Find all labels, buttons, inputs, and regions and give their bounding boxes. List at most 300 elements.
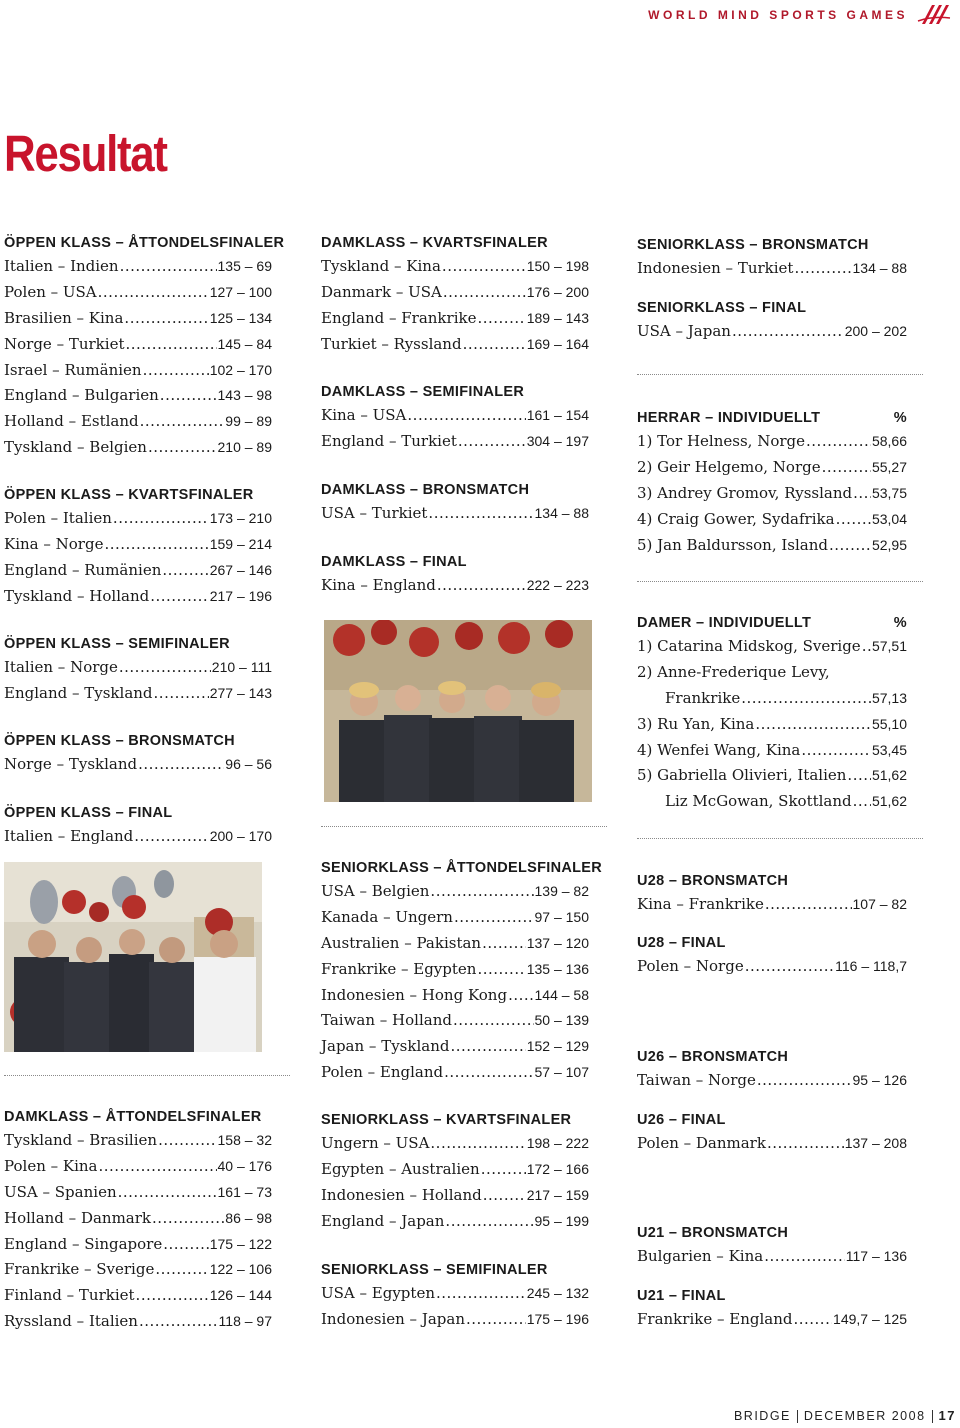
dot-leader (437, 573, 526, 599)
match-label: Polen – Norge (637, 957, 744, 975)
result-row (4, 752, 272, 778)
match-label: USA – Egypten (321, 1284, 435, 1302)
score-value: 53,04 (871, 510, 907, 527)
dot-leader (477, 957, 525, 983)
section-open-round-of-16 (4, 233, 285, 461)
footer-issue: DECEMBER 2008 (803, 1409, 926, 1423)
score-value: 55,27 (871, 458, 907, 475)
score-value: 152 – 129 (526, 1038, 589, 1055)
dot-leader (162, 558, 208, 584)
score-value: 125 – 134 (209, 309, 272, 326)
result-list (637, 256, 907, 282)
dot-leader (757, 1068, 852, 1094)
divider (4, 1075, 290, 1076)
result-list (321, 403, 589, 455)
section-title: DAMKLASS – SEMIFINALER (321, 384, 525, 400)
result-row (321, 280, 589, 306)
match-label: Norge – Turkiet (4, 334, 125, 353)
result-row (321, 429, 589, 455)
dot-leader (155, 1257, 208, 1283)
score-value: 161 – 154 (526, 407, 589, 423)
column-3-section-4 (637, 613, 907, 815)
dot-leader (158, 1128, 216, 1154)
dot-leader (794, 256, 851, 282)
section-title: SENIORKLASS – SEMIFINALER (321, 1262, 548, 1278)
score-value: 102 – 170 (209, 361, 272, 378)
match-label: 2) Geir Helgemo, Norge (637, 457, 821, 476)
match-label: 1) Tor Helness, Norge (637, 432, 806, 450)
result-list (637, 892, 907, 918)
result-list (4, 506, 272, 610)
result-row (637, 712, 907, 738)
open-team-photo (4, 862, 262, 1052)
result-row (4, 655, 272, 681)
score-value: 145 – 84 (217, 335, 272, 352)
score-value: 159 – 214 (209, 535, 272, 552)
match-label: Indonesien – Holland (321, 1185, 482, 1204)
score-value: 137 – 208 (844, 1135, 907, 1151)
result-list (637, 954, 907, 980)
dot-leader (477, 306, 525, 332)
match-label: Brasilien – Kina (4, 308, 124, 327)
result-row (4, 584, 272, 610)
score-value: 173 – 210 (209, 510, 272, 526)
result-row (321, 983, 589, 1009)
dot-leader (99, 1154, 217, 1180)
dot-leader (458, 429, 526, 455)
match-label: USA – Japan (637, 322, 731, 340)
result-row (321, 501, 589, 527)
dot-leader (767, 1131, 844, 1157)
match-label: Liz McGowan, Skottland (665, 792, 852, 811)
result-row (637, 1068, 907, 1094)
score-value: 134 – 88 (852, 260, 907, 276)
score-value: 57,13 (871, 689, 907, 706)
result-row (321, 573, 589, 599)
divider (321, 826, 607, 827)
section-title: DAMKLASS – ÅTTONDELSFINALER (4, 1109, 262, 1125)
dot-leader (829, 533, 871, 559)
section-title: U28 – FINAL (637, 935, 726, 951)
match-label: 1) Catarina Midskog, Sverige (637, 637, 861, 655)
result-row (4, 280, 272, 306)
dot-leader (407, 403, 525, 429)
column-2-section-1 (321, 233, 589, 358)
match-label: Kina – Frankrike (637, 895, 764, 913)
result-row (4, 435, 272, 461)
column-3-section-6 (637, 933, 907, 980)
dot-leader (436, 1281, 526, 1307)
match-label: England – Singapore (4, 1234, 163, 1253)
match-label: Kina – Norge (4, 534, 104, 553)
result-row (637, 1244, 907, 1270)
result-row (4, 1232, 272, 1258)
score-value: 118 – 97 (218, 1313, 272, 1330)
footer-divider (932, 1410, 933, 1423)
column-1-section-5 (4, 803, 272, 850)
result-row (637, 533, 907, 559)
dot-leader (466, 1307, 526, 1333)
score-value: 55,10 (871, 715, 907, 732)
result-row (321, 1060, 589, 1086)
result-list (321, 1281, 589, 1333)
result-row (637, 319, 907, 345)
match-label: Holland – Estland (4, 412, 139, 431)
score-value: 150 – 198 (526, 258, 589, 274)
result-row (637, 634, 907, 660)
dot-leader (443, 280, 526, 306)
match-label: Danmark – USA (321, 282, 442, 301)
result-row (637, 507, 907, 533)
match-label: Egypten – Australien (321, 1159, 480, 1178)
divider (637, 374, 923, 375)
dot-leader (482, 931, 526, 957)
dot-leader (862, 634, 871, 660)
result-row (4, 306, 272, 332)
match-label: Taiwan – Norge (637, 1071, 756, 1089)
match-label: Frankrike – Sverige (4, 1260, 155, 1279)
score-value: 222 – 223 (526, 577, 589, 593)
result-list (321, 501, 589, 527)
dot-leader (154, 681, 209, 707)
match-label: Tyskland – Belgien (4, 438, 147, 457)
match-label: England – Turkiet (321, 431, 457, 450)
dot-leader (801, 738, 871, 764)
page-title: Resultat (4, 125, 167, 182)
result-list (321, 879, 589, 1086)
section-title: ÖPPEN KLASS – SEMIFINALER (4, 636, 230, 652)
dot-leader (454, 905, 534, 931)
match-label: Tyskland – Holland (4, 586, 150, 605)
match-label: Ungern – USA (321, 1134, 430, 1152)
result-row (321, 905, 589, 931)
result-row (637, 954, 907, 980)
result-row (321, 1008, 589, 1034)
dot-leader (836, 507, 871, 533)
result-row (4, 1154, 272, 1180)
result-list (321, 1131, 589, 1235)
dot-leader (755, 712, 871, 738)
score-value: 198 – 222 (526, 1135, 589, 1151)
column-3-section-9 (637, 1223, 907, 1270)
score-value: 245 – 132 (526, 1285, 589, 1301)
score-value: 51,62 (871, 793, 907, 810)
match-label: Frankrike – Egypten (321, 959, 477, 978)
result-row (637, 481, 907, 507)
score-value: 126 – 144 (209, 1287, 272, 1304)
footer-magazine: BRIDGE (733, 1409, 791, 1423)
result-row (321, 1307, 589, 1333)
result-row (4, 824, 272, 850)
dot-leader (847, 763, 871, 789)
dot-leader (822, 455, 871, 481)
score-value: 175 – 122 (209, 1235, 272, 1252)
match-label: 5) Jan Baldursson, Island (637, 535, 828, 554)
score-value: 107 – 82 (852, 896, 907, 912)
match-label: Frankrike (665, 688, 741, 707)
score-value: 40 – 176 (217, 1157, 272, 1174)
score-value: 117 – 136 (845, 1248, 907, 1264)
dot-leader (139, 1309, 218, 1335)
column-3-section-5 (637, 871, 907, 918)
section-title: U21 – FINAL (637, 1288, 726, 1304)
dot-leader (442, 254, 526, 280)
result-row (321, 1183, 589, 1209)
result-list (4, 655, 272, 707)
match-label: Ryssland – Italien (4, 1312, 138, 1331)
score-value: 57 – 107 (534, 1064, 589, 1081)
result-row (4, 558, 272, 584)
section-title: SENIORKLASS – ÅTTONDELSFINALER (321, 860, 603, 876)
match-label: USA – Belgien (321, 882, 430, 900)
result-list (321, 573, 589, 599)
section-title: ÖPPEN KLASS – ÅTTONDELSFINALER (4, 235, 285, 251)
match-label: England – Bulgarien (4, 386, 159, 405)
section-title: HERRAR – INDIVIDUELLT % (637, 408, 907, 429)
match-label: Finland – Turkiet (4, 1286, 135, 1305)
score-value: 143 – 98 (217, 387, 272, 404)
result-row (4, 681, 272, 707)
score-value: 57,51 (871, 638, 907, 654)
match-label: Bulgarien – Kina (637, 1247, 764, 1265)
result-list (637, 1244, 907, 1270)
section-title: ÖPPEN KLASS – BRONSMATCH (4, 733, 235, 749)
result-row (637, 429, 907, 455)
dot-leader (806, 429, 871, 455)
score-value: 176 – 200 (526, 283, 589, 300)
score-value: 172 – 166 (526, 1160, 589, 1177)
column-2-section-6 (321, 1110, 589, 1235)
dot-leader (163, 1232, 208, 1258)
score-value: 217 – 196 (209, 587, 272, 604)
dot-leader (125, 332, 216, 358)
score-value: 135 – 136 (526, 960, 589, 977)
match-label: Kanada – Ungern (321, 907, 453, 926)
score-value: 277 – 143 (209, 684, 272, 701)
result-list (637, 1131, 907, 1157)
section-title: U26 – BRONSMATCH (637, 1049, 789, 1065)
match-label: USA – Spanien (4, 1182, 117, 1201)
column-3-section-8 (637, 1110, 907, 1157)
match-label: Indonesien – Turkiet (637, 259, 794, 277)
score-value: 116 – 118,7 (835, 958, 907, 974)
match-label: Polen – Italien (4, 509, 112, 527)
footer-divider (797, 1410, 798, 1423)
match-label: USA – Turkiet (321, 504, 428, 522)
match-label: Turkiet – Ryssland (321, 334, 462, 353)
score-value: 200 – 202 (844, 323, 907, 339)
section-title: U28 – BRONSMATCH (637, 873, 789, 889)
score-value: 139 – 82 (534, 883, 589, 899)
page-number: 17 (938, 1408, 956, 1423)
match-label: 5) Gabriella Olivieri, Italien (637, 766, 847, 785)
score-value: 169 – 164 (526, 335, 589, 352)
divider (637, 838, 923, 839)
score-value: 200 – 170 (209, 828, 272, 844)
dot-leader (450, 1034, 525, 1060)
section-title: DAMKLASS – KVARTSFINALER (321, 235, 548, 251)
section-title: DAMKLASS – FINAL (321, 554, 467, 570)
match-label: Frankrike – England (637, 1310, 793, 1328)
red-slash-marks-logo-icon (914, 2, 952, 26)
match-label: Italien – Norge (4, 658, 118, 676)
result-row (321, 931, 589, 957)
result-row (637, 660, 907, 686)
percent-header: % (893, 410, 907, 426)
result-row (4, 1128, 272, 1154)
result-row (4, 1180, 272, 1206)
score-value: 217 – 159 (526, 1186, 589, 1203)
score-value: 175 – 196 (526, 1310, 589, 1327)
dot-leader (793, 1307, 832, 1333)
score-value: 51,62 (871, 767, 907, 784)
dot-leader (143, 358, 209, 384)
score-value: 135 – 69 (217, 258, 272, 274)
score-value: 122 – 106 (209, 1261, 272, 1278)
column-1-section-3 (4, 634, 272, 707)
match-label: England – Tyskland (4, 683, 153, 702)
result-row (637, 686, 907, 712)
result-list (4, 254, 272, 461)
score-value: 149,7 – 125 (833, 1311, 907, 1327)
result-row (4, 1257, 272, 1283)
women-team-photo (324, 620, 592, 802)
match-label: Polen – Kina (4, 1156, 98, 1175)
result-row (321, 957, 589, 983)
result-row (4, 254, 272, 280)
divider (637, 581, 923, 582)
match-label: 4) Wenfei Wang, Kina (637, 740, 801, 759)
match-label: Australien – Pakistan (321, 933, 482, 952)
column-3-section-2 (637, 298, 907, 345)
match-label: Kina – England (321, 576, 436, 594)
column-1-section-2 (4, 485, 272, 610)
section-title: SENIORKLASS – BRONSMATCH (637, 237, 869, 253)
column-3-section-1 (637, 235, 907, 282)
section-title: U21 – BRONSMATCH (637, 1225, 789, 1241)
section-title: SENIORKLASS – FINAL (637, 300, 807, 316)
match-label: Norge – Tyskland (4, 755, 138, 773)
score-value: 144 – 58 (534, 986, 589, 1003)
column-3-section-7 (637, 1047, 907, 1094)
section-title: ÖPPEN KLASS – FINAL (4, 805, 173, 821)
score-value: 161 – 73 (217, 1183, 272, 1200)
result-row (4, 506, 272, 532)
dot-leader (98, 280, 209, 306)
dot-leader (140, 409, 225, 435)
result-list (637, 429, 907, 558)
result-row (4, 532, 272, 558)
dot-leader (428, 501, 533, 527)
result-list (321, 254, 589, 358)
dot-leader (745, 954, 834, 980)
header-brand: WORLD MIND SPORTS GAMES (648, 8, 908, 22)
match-label: Japan – Tyskland (321, 1037, 450, 1056)
result-row (4, 1309, 272, 1335)
match-label: Polen – USA (4, 282, 97, 301)
column-2-section-3 (321, 480, 589, 527)
dot-leader (445, 1209, 533, 1235)
column-2-section-7 (321, 1260, 589, 1333)
section-title: DAMKLASS – BRONSMATCH (321, 482, 530, 498)
score-value: 95 – 199 (534, 1212, 589, 1229)
dot-leader (732, 319, 844, 345)
dot-leader (430, 1131, 525, 1157)
score-value: 210 – 89 (217, 439, 272, 456)
result-row (321, 1157, 589, 1183)
column-3-section-3 (637, 408, 907, 558)
score-value: 97 – 150 (534, 908, 589, 925)
column-1 (4, 233, 285, 461)
section-title: DAMER – INDIVIDUELLT % (637, 613, 907, 634)
score-value: 86 – 98 (225, 1209, 272, 1226)
dot-leader (765, 892, 852, 918)
dot-leader (430, 879, 533, 905)
result-row (321, 1034, 589, 1060)
result-row (4, 358, 272, 384)
result-row (4, 1283, 272, 1309)
result-list (4, 1128, 272, 1335)
result-row (637, 892, 907, 918)
dot-leader (120, 254, 217, 280)
result-row (4, 409, 272, 435)
result-row (321, 306, 589, 332)
column-2-section-2 (321, 382, 589, 455)
score-value: 99 – 89 (225, 413, 272, 430)
result-list (637, 1068, 907, 1094)
result-list (4, 752, 272, 778)
match-label: 4) Craig Gower, Sydafrika (637, 509, 835, 528)
match-label: Tyskland – Kina (321, 257, 441, 275)
score-value: 189 – 143 (526, 309, 589, 326)
result-row (637, 1307, 907, 1333)
match-label: Italien – England (4, 827, 134, 845)
dot-leader (150, 584, 208, 610)
section-title: SENIORKLASS – KVARTSFINALER (321, 1112, 572, 1128)
result-row (637, 1131, 907, 1157)
match-label: Polen – England (321, 1063, 444, 1082)
match-label: Taiwan – Holland (321, 1011, 452, 1030)
dot-leader (508, 983, 533, 1009)
match-label: England – Japan (321, 1211, 445, 1230)
score-value: 158 – 32 (217, 1132, 272, 1148)
score-value: 95 – 126 (852, 1072, 907, 1088)
result-row (321, 879, 589, 905)
dot-leader (853, 481, 871, 507)
column-1-section-6 (4, 1107, 272, 1335)
dot-leader (764, 1244, 845, 1270)
match-label: Indonesien – Japan (321, 1309, 465, 1328)
result-row (321, 1131, 589, 1157)
section-title: ÖPPEN KLASS – KVARTSFINALER (4, 487, 254, 503)
score-value: 127 – 100 (209, 283, 272, 300)
score-value: 137 – 120 (526, 934, 589, 951)
score-value: 53,75 (871, 484, 907, 501)
match-label: Holland – Danmark (4, 1208, 152, 1227)
dot-leader (444, 1060, 533, 1086)
match-label: 2) Anne-Frederique Levy, (637, 662, 830, 681)
column-2-section-4 (321, 552, 589, 599)
match-label: 3) Andrey Gromov, Ryssland (637, 483, 853, 502)
match-label: Italien – Indien (4, 257, 119, 275)
dot-leader (118, 1180, 217, 1206)
score-value: 267 – 146 (209, 561, 272, 578)
result-row (4, 332, 272, 358)
dot-leader (136, 1283, 209, 1309)
dot-leader (453, 1008, 534, 1034)
result-list (637, 319, 907, 345)
match-label: Israel – Rumänien (4, 360, 142, 379)
